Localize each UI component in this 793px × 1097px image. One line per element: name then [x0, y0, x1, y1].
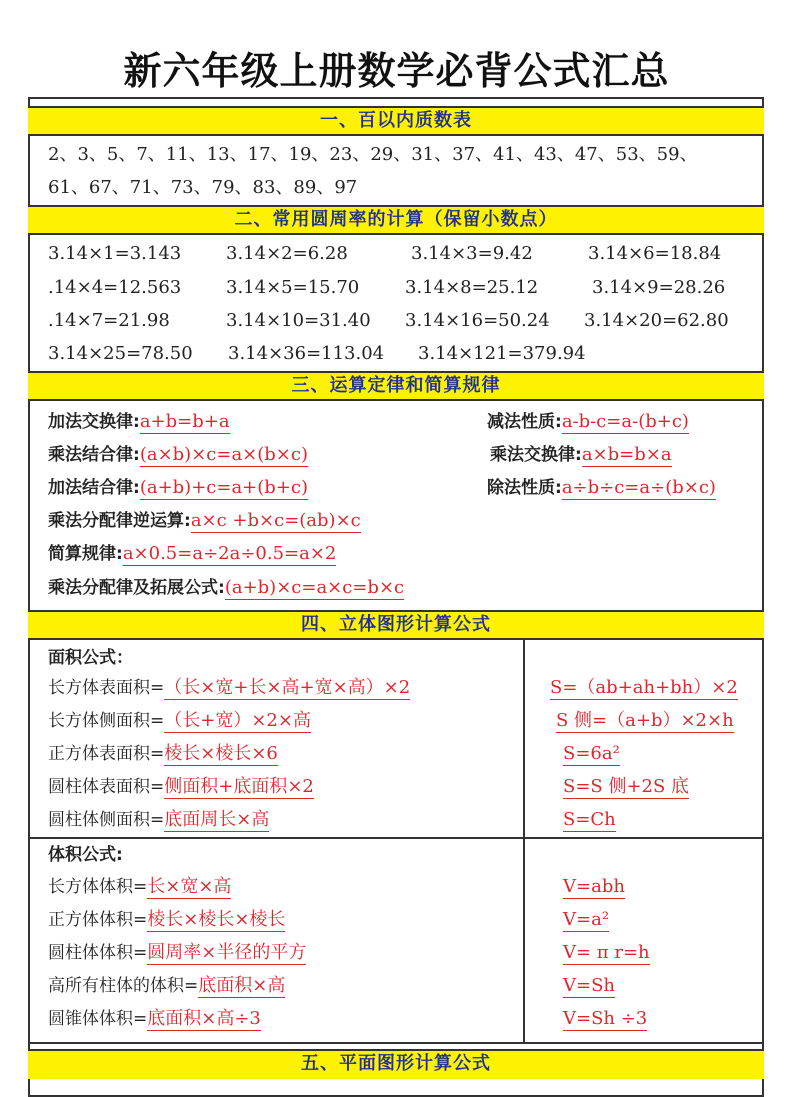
symbol-formula: V=Sh ÷3	[563, 1008, 648, 1029]
volume-row	[48, 974, 285, 998]
law-label: 加法交换律:	[48, 412, 140, 432]
law-row	[48, 443, 308, 467]
formula-label: 长方体体积=	[48, 877, 148, 897]
section-3-heading: 三、运算定律和简算规律	[28, 371, 764, 401]
law-row	[487, 476, 716, 500]
formula-label: 正方体体积=	[48, 910, 148, 930]
area-formulas-title: 面积公式：	[48, 648, 133, 668]
formula-text: 棱长×棱长×棱长	[147, 909, 286, 930]
area-symbol	[563, 808, 616, 832]
formula-text: 棱长×棱长×6	[164, 743, 278, 764]
law-label: 乘法分配律逆运算:	[48, 511, 191, 531]
law-row	[490, 443, 672, 467]
formula-text: 侧面积+底面积×2	[164, 776, 314, 797]
area-symbol	[563, 742, 620, 766]
pi-cell: .14×4=12.563	[48, 277, 182, 298]
row-divider	[28, 1042, 764, 1044]
law-label: 简算规律:	[48, 544, 123, 564]
law-formula: a×0.5=a÷2a÷0.5=a×2	[122, 543, 337, 564]
law-formula: a×c +b×c=(ab)×c	[190, 510, 361, 531]
law-formula: a-b-c=a-(b+c)	[561, 411, 689, 432]
law-formula: a÷b÷c=a÷(b×c)	[561, 477, 716, 498]
page-title: 新六年级上册数学必背公式汇总	[123, 49, 670, 93]
column-divider	[523, 640, 525, 1042]
pi-cell: 3.14×20=62.80	[584, 310, 729, 331]
formula-text: （长+宽）×2×高	[164, 710, 311, 731]
formula-label: 高所有柱体的体积=	[48, 976, 199, 996]
row-divider	[28, 837, 764, 839]
law-row	[487, 410, 689, 434]
law-row	[48, 410, 230, 434]
area-row	[48, 808, 269, 832]
formula-text: 底面积×高	[198, 975, 286, 996]
law-label: 加法结合律:	[48, 478, 140, 498]
formula-text: 圆周率×半径的平方	[147, 942, 307, 963]
formula-label: 圆锥体体积=	[48, 1009, 148, 1029]
pi-cell: .14×7=21.98	[48, 310, 170, 331]
pi-cell: 3.14×25=78.50	[48, 343, 193, 364]
area-row	[48, 709, 311, 733]
law-label: 除法性质:	[487, 478, 562, 498]
pi-cell: 3.14×1=3.143	[48, 243, 182, 264]
law-label: 乘法结合律:	[48, 445, 140, 465]
symbol-formula: V=Sh	[563, 975, 616, 996]
pi-cell: 3.14×6=18.84	[588, 243, 722, 264]
law-row	[48, 576, 404, 600]
formula-text: 长×宽×高	[147, 876, 232, 897]
law-formula: (a+b)×c=a×c=b×c	[224, 577, 405, 598]
symbol-formula: S 侧=（a+b）×2×h	[556, 710, 734, 731]
law-formula: a×b=b×a	[581, 444, 672, 465]
volume-symbol	[563, 908, 609, 932]
pi-cell: 3.14×10=31.40	[226, 310, 371, 331]
law-row	[48, 509, 361, 533]
area-row	[48, 742, 278, 766]
law-label: 减法性质:	[487, 412, 562, 432]
law-formula: (a×b)×c=a×(b×c)	[139, 444, 308, 465]
formula-label: 长方体表面积=	[48, 678, 165, 698]
symbol-formula: S=Ch	[563, 809, 616, 830]
volume-row	[48, 908, 285, 932]
volume-symbol	[563, 875, 625, 899]
area-symbol	[556, 709, 734, 733]
area-symbol	[550, 676, 738, 700]
law-label: 乘法交换律:	[490, 445, 582, 465]
volume-symbol	[563, 941, 650, 965]
symbol-formula: S=（ab+ah+bh）×2	[550, 677, 738, 698]
formula-label: 圆柱体侧面积=	[48, 810, 165, 830]
symbol-formula: S=6a²	[563, 743, 620, 764]
area-symbol	[563, 775, 689, 799]
volume-row	[48, 1007, 261, 1031]
section-5-heading: 五、平面图形计算公式	[28, 1049, 764, 1079]
formula-label: 圆柱体体积=	[48, 943, 148, 963]
law-row	[48, 476, 308, 500]
formula-text: 底面积×高÷3	[147, 1008, 261, 1029]
symbol-formula: S=S 侧+2S 底	[563, 776, 690, 797]
formula-text: （长×宽+长×高+宽×高）×2	[164, 677, 411, 698]
section-4-heading: 四、立体图形计算公式	[28, 610, 764, 640]
formula-label: 圆柱体表面积=	[48, 777, 165, 797]
symbol-formula: V=a²	[563, 909, 610, 930]
section-2-heading: 二、常用圆周率的计算（保留小数点）	[28, 205, 764, 235]
volume-symbol	[563, 1007, 647, 1031]
prime-list-line-2: 61、67、71、73、79、83、89、97	[48, 177, 358, 198]
pi-cell: 3.14×8=25.12	[405, 277, 539, 298]
law-label: 乘法分配律及拓展公式:	[48, 578, 225, 598]
pi-cell: 3.14×16=50.24	[405, 310, 550, 331]
pi-cell: 3.14×5=15.70	[226, 277, 360, 298]
formula-label: 长方体侧面积=	[48, 711, 165, 731]
volume-symbol	[563, 974, 615, 998]
symbol-formula: V=abh	[563, 876, 625, 897]
formula-text: 底面周长×高	[164, 809, 270, 830]
volume-row	[48, 941, 306, 965]
pi-cell: 3.14×36=113.04	[228, 343, 385, 364]
section-1-heading: 一、百以内质数表	[28, 106, 764, 136]
law-formula: a+b=b+a	[139, 411, 230, 432]
law-row	[48, 542, 336, 566]
law-formula: (a+b)+c=a+(b+c)	[139, 477, 308, 498]
pi-cell: 3.14×3=9.42	[411, 243, 533, 264]
volume-row	[48, 875, 231, 899]
area-row	[48, 676, 410, 700]
pi-cell: 3.14×2=6.28	[226, 243, 348, 264]
area-row	[48, 775, 314, 799]
prime-list-line-1: 2、3、5、7、11、13、17、19、23、29、31、37、41、43、47、53、59、	[48, 144, 698, 165]
pi-cell: 3.14×121=379.94	[418, 343, 586, 364]
pi-cell: 3.14×9=28.26	[592, 277, 726, 298]
symbol-formula: V= π r=h	[563, 942, 650, 963]
volume-formulas-title: 体积公式:	[48, 845, 123, 865]
formula-label: 正方体表面积=	[48, 744, 165, 764]
